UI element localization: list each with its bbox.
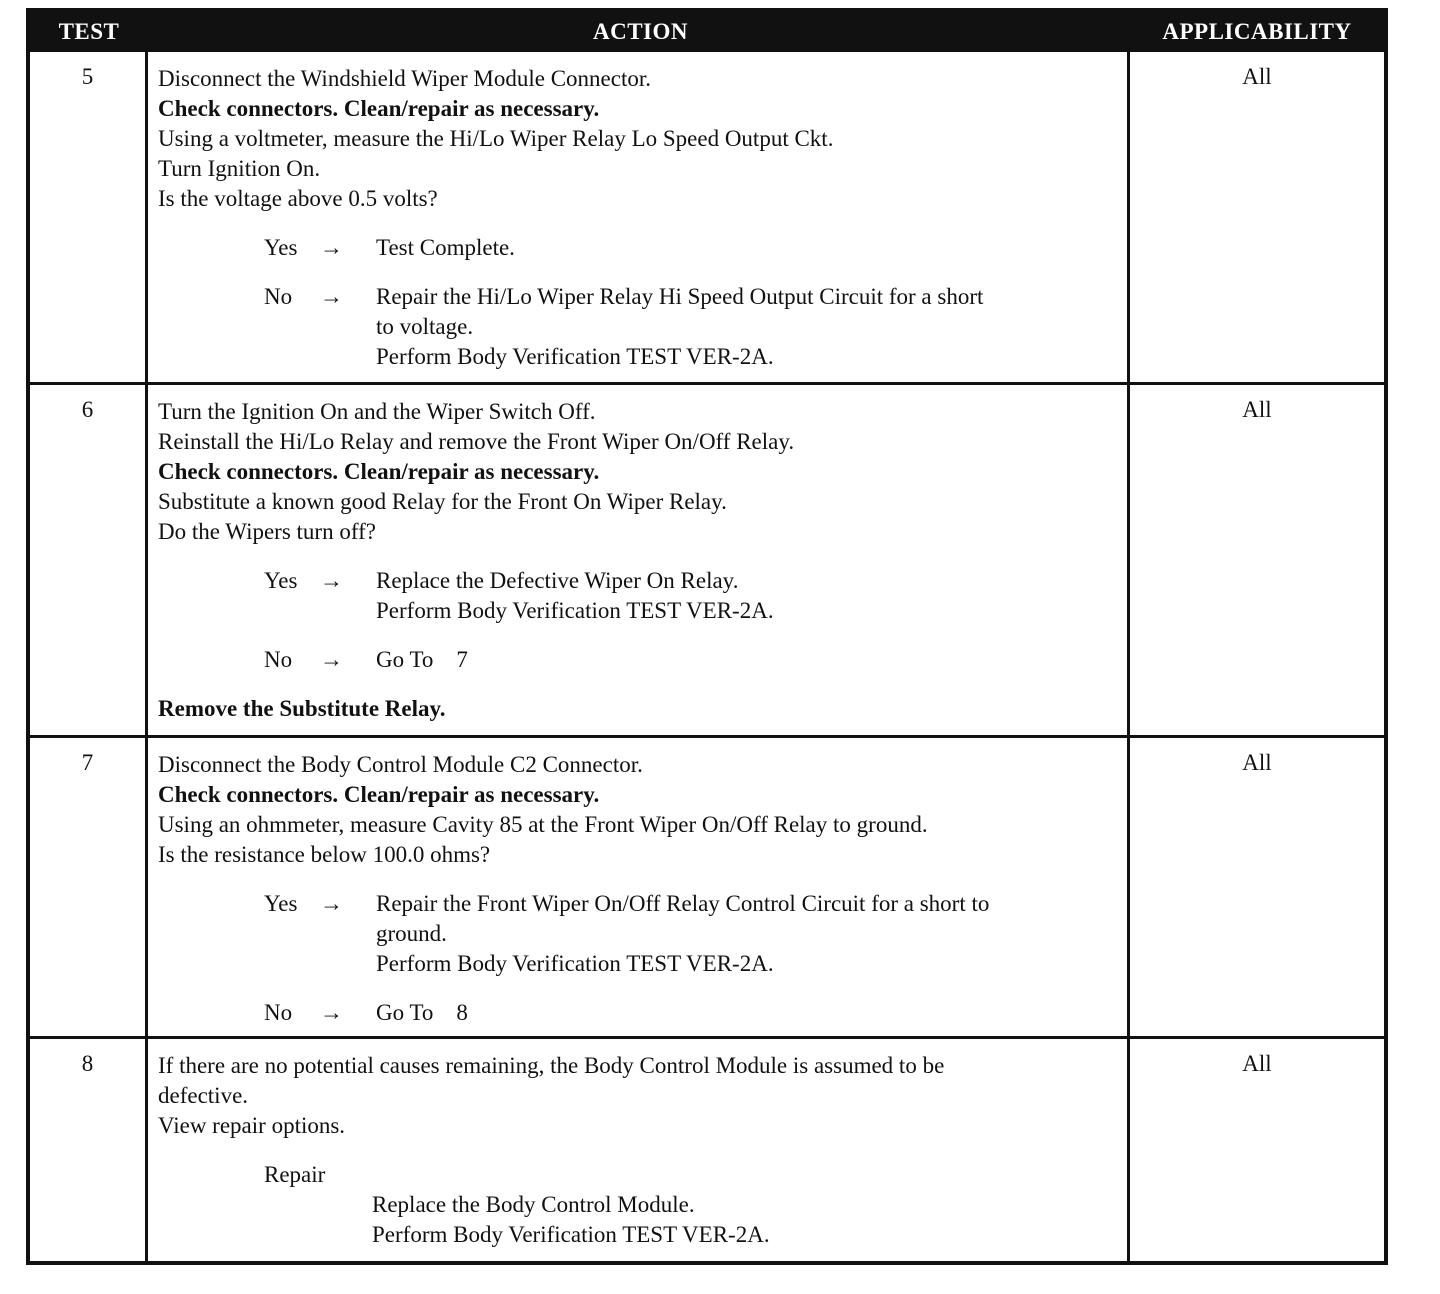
header-applicability: APPLICABILITY xyxy=(1162,19,1352,44)
arrow-right-icon: → xyxy=(320,1000,343,1025)
yes-label: Yes xyxy=(264,235,298,260)
step-question: Is the voltage above 0.5 volts? xyxy=(158,186,438,211)
header-action: ACTION xyxy=(592,19,688,44)
repair-text: Perform Body Verification TEST VER-2A. xyxy=(372,1222,770,1247)
step-text: If there are no potential causes remaining, the Body Control Module is assumed to be xyxy=(158,1053,945,1078)
response-text: Repair the Hi/Lo Wiper Relay Hi Speed Output Circuit for a short xyxy=(376,284,984,309)
go-to-link: Go To 7 xyxy=(376,647,468,672)
yes-label: Yes xyxy=(264,568,298,593)
test-action xyxy=(148,385,1130,735)
yes-response xyxy=(158,566,1119,626)
no-response xyxy=(158,282,1119,372)
response-text: Perform Body Verification TEST VER-2A. xyxy=(376,598,774,623)
test-action xyxy=(148,52,1130,382)
arrow-right-icon: → xyxy=(320,891,343,916)
step-text: View repair options. xyxy=(158,1113,346,1138)
step-text: Using a voltmeter, measure the Hi/Lo Wiper Relay Lo Speed Output Ckt. xyxy=(158,126,834,151)
step-text: Disconnect the Windshield Wiper Module Connector. xyxy=(158,66,651,91)
arrow-right-icon: → xyxy=(320,235,343,260)
yes-label: Yes xyxy=(264,891,298,916)
response-text: Replace the Defective Wiper On Relay. xyxy=(376,568,739,593)
test-applicability: All xyxy=(1242,64,1272,89)
step-text: Using an ohmmeter, measure Cavity 85 at the Front Wiper On/Off Relay to ground. xyxy=(158,812,928,837)
test-row-7 xyxy=(30,735,1384,1036)
yes-response xyxy=(158,889,1119,979)
response-text: ground. xyxy=(376,921,447,946)
no-label: No xyxy=(264,284,293,309)
test-action xyxy=(148,1039,1130,1261)
diagnostic-table xyxy=(26,8,1388,1265)
step-text: Disconnect the Body Control Module C2 Connector. xyxy=(158,752,643,777)
arrow-right-icon: → xyxy=(320,647,343,672)
step-note: Remove the Substitute Relay. xyxy=(158,696,446,721)
test-applicability: All xyxy=(1242,750,1272,775)
response-text: Perform Body Verification TEST VER-2A. xyxy=(376,344,774,369)
no-label: No xyxy=(264,1000,293,1025)
test-number: 8 xyxy=(30,1039,148,1261)
test-applicability: All xyxy=(1242,397,1272,422)
test-number: 7 xyxy=(30,738,148,1036)
test-row-5 xyxy=(30,52,1384,382)
go-to-link: Go To 8 xyxy=(376,1000,468,1025)
step-text-bold: Check connectors. Clean/repair as necessary. xyxy=(158,782,600,807)
table-header xyxy=(30,12,1384,52)
yes-response xyxy=(158,233,1119,263)
step-text: Reinstall the Hi/Lo Relay and remove the Front Wiper On/Off Relay. xyxy=(158,429,795,454)
step-text: defective. xyxy=(158,1083,249,1108)
step-question: Do the Wipers turn off? xyxy=(158,519,376,544)
no-response xyxy=(158,998,1119,1028)
step-text: Turn the Ignition On and the Wiper Switch Off. xyxy=(158,399,596,424)
response-text: to voltage. xyxy=(376,314,474,339)
test-row-8 xyxy=(30,1036,1384,1261)
step-text-bold: Check connectors. Clean/repair as necessary. xyxy=(158,459,600,484)
response-text: Test Complete. xyxy=(376,235,515,260)
header-test: TEST xyxy=(30,12,151,52)
test-action xyxy=(148,738,1130,1036)
test-number: 6 xyxy=(30,385,148,735)
response-text: Repair the Front Wiper On/Off Relay Control Circuit for a short to xyxy=(376,891,990,916)
no-response xyxy=(158,645,1119,675)
no-label: No xyxy=(264,647,293,672)
test-number: 5 xyxy=(30,52,148,382)
repair-text: Replace the Body Control Module. xyxy=(372,1192,695,1217)
step-text: Turn Ignition On. xyxy=(158,156,321,181)
step-text: Substitute a known good Relay for the Front On Wiper Relay. xyxy=(158,489,727,514)
arrow-right-icon: → xyxy=(320,568,343,593)
test-applicability: All xyxy=(1242,1051,1272,1076)
test-row-6 xyxy=(30,382,1384,735)
repair-label: Repair xyxy=(264,1162,326,1187)
step-question: Is the resistance below 100.0 ohms? xyxy=(158,842,491,867)
response-text: Perform Body Verification TEST VER-2A. xyxy=(376,951,774,976)
step-text-bold: Check connectors. Clean/repair as necessary. xyxy=(158,96,600,121)
arrow-right-icon: → xyxy=(320,284,343,309)
